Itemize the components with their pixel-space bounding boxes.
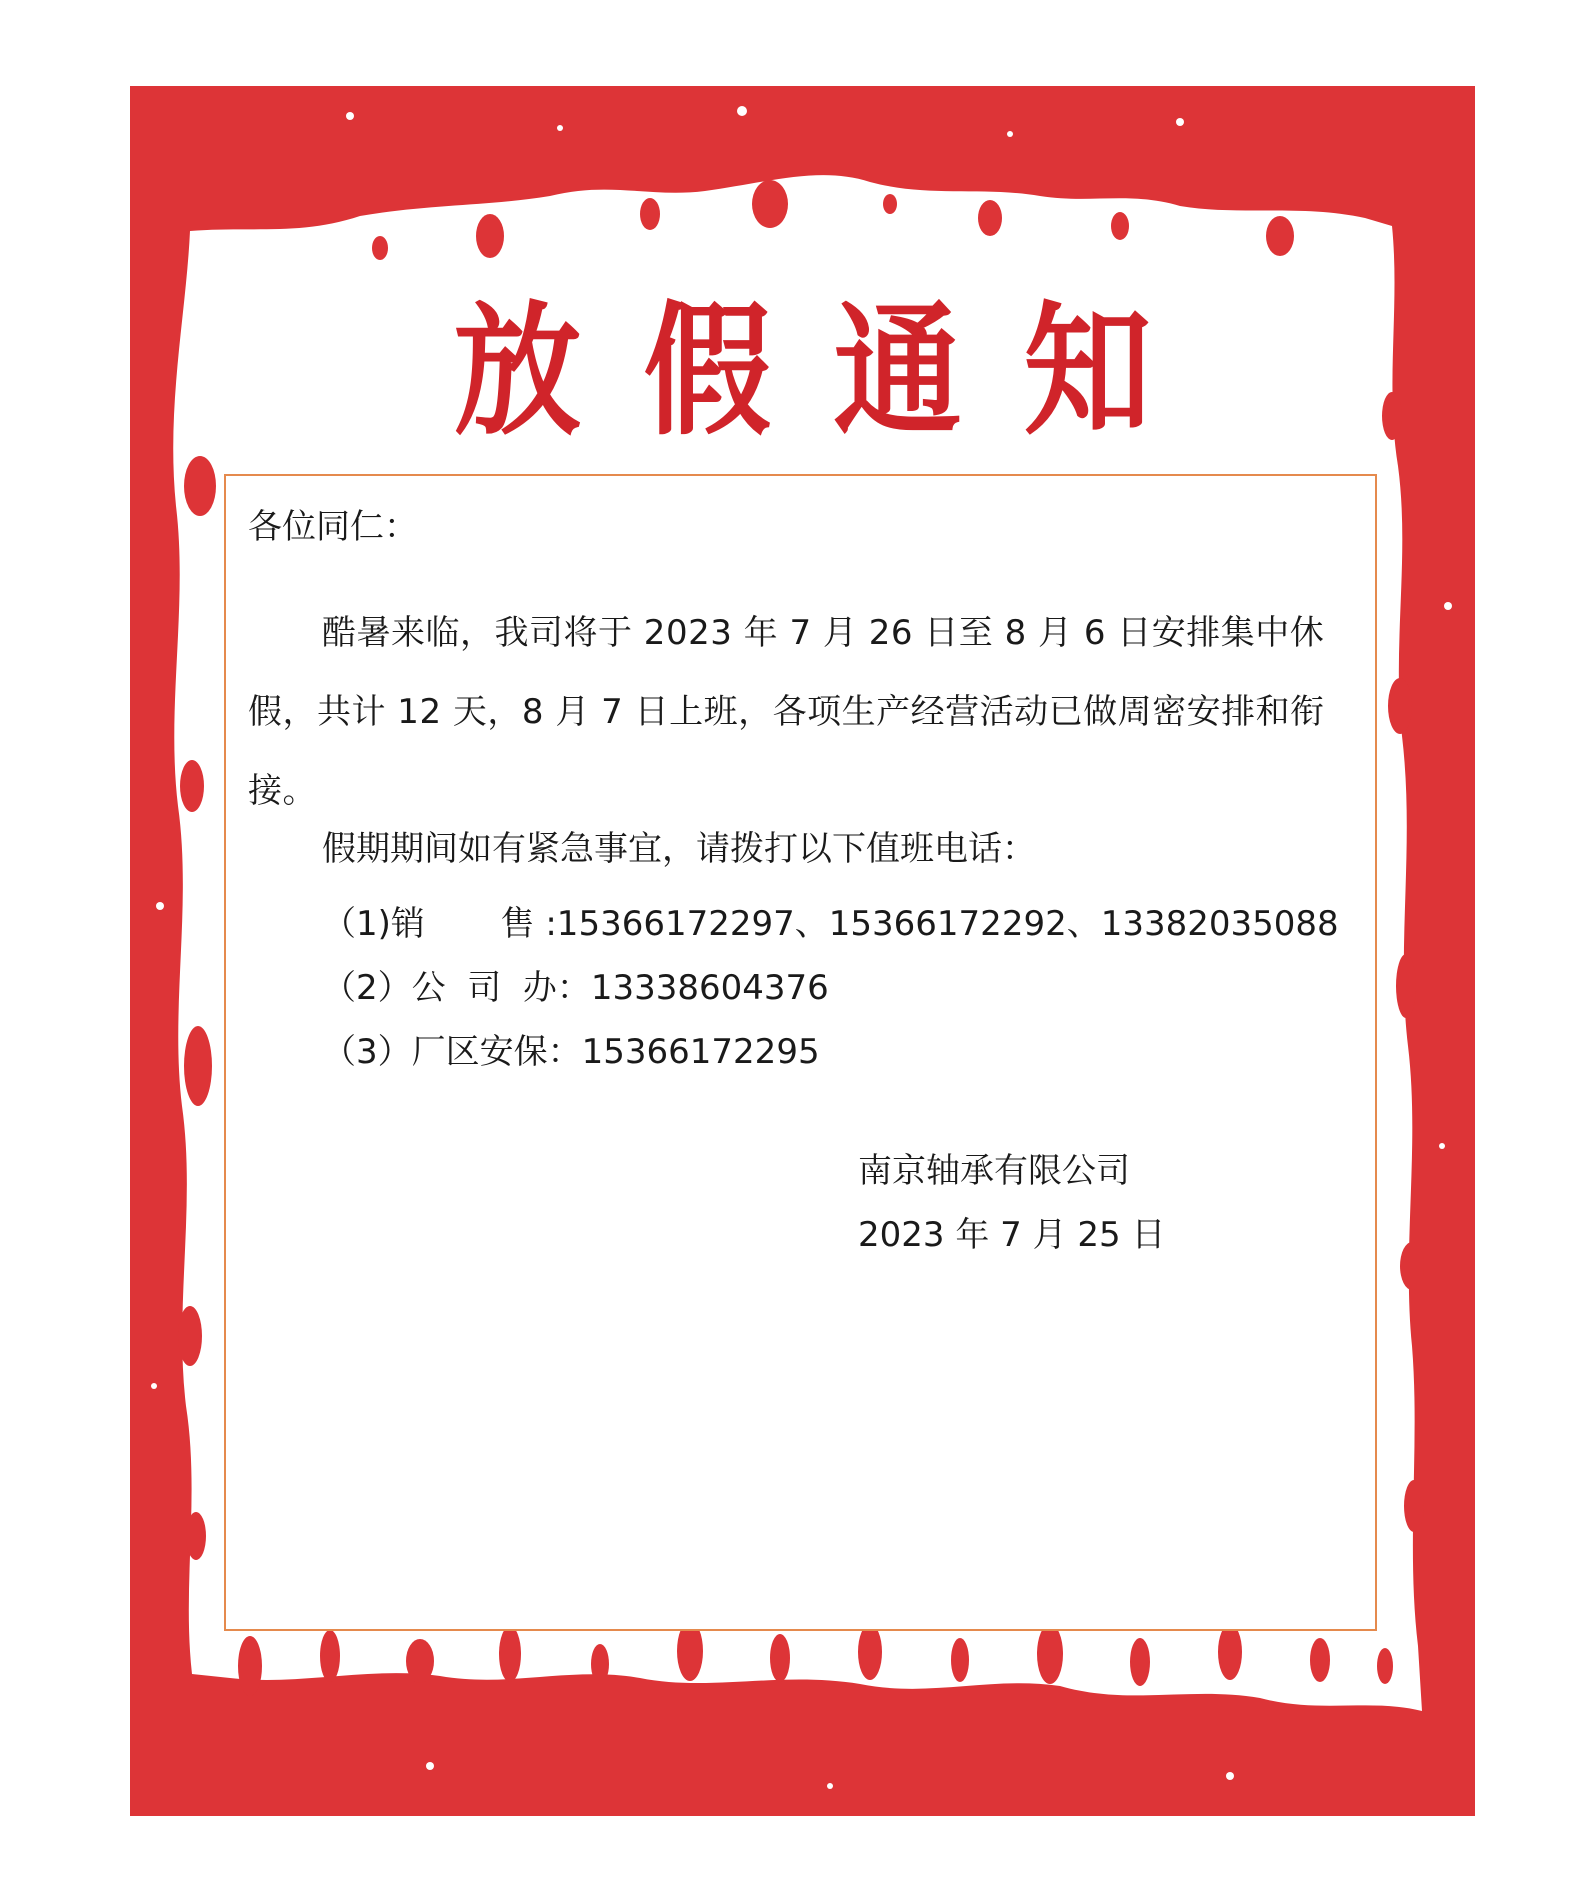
notice-content-box xyxy=(224,474,1377,1631)
greeting: 各位同仁： xyxy=(248,507,418,547)
contact-sales: （1)销 售 :15366172297、15366172292、13382035088 xyxy=(322,904,1339,944)
contact-office: （2）公 司 办：13338604376 xyxy=(322,968,829,1008)
contact-intro: 假期期间如有紧急事宜，请拨打以下值班电话： xyxy=(322,829,1036,869)
notice-poster xyxy=(130,86,1475,1816)
notice-date: 2023 年 7 月 25 日 xyxy=(858,1215,1166,1255)
contact-security: （3）厂区安保：15366172295 xyxy=(322,1032,820,1072)
notice-body: 酷暑来临，我司将于 2023 年 7 月 26 日至 8 月 6 日安排集中休假，共计 12 天，8 月 7 日上班，各项生产经营活动已做周密安排和衔接。 xyxy=(248,613,1325,811)
company-name: 南京轴承有限公司 xyxy=(858,1151,1130,1191)
notice-title: 放假通知 xyxy=(453,288,1214,456)
